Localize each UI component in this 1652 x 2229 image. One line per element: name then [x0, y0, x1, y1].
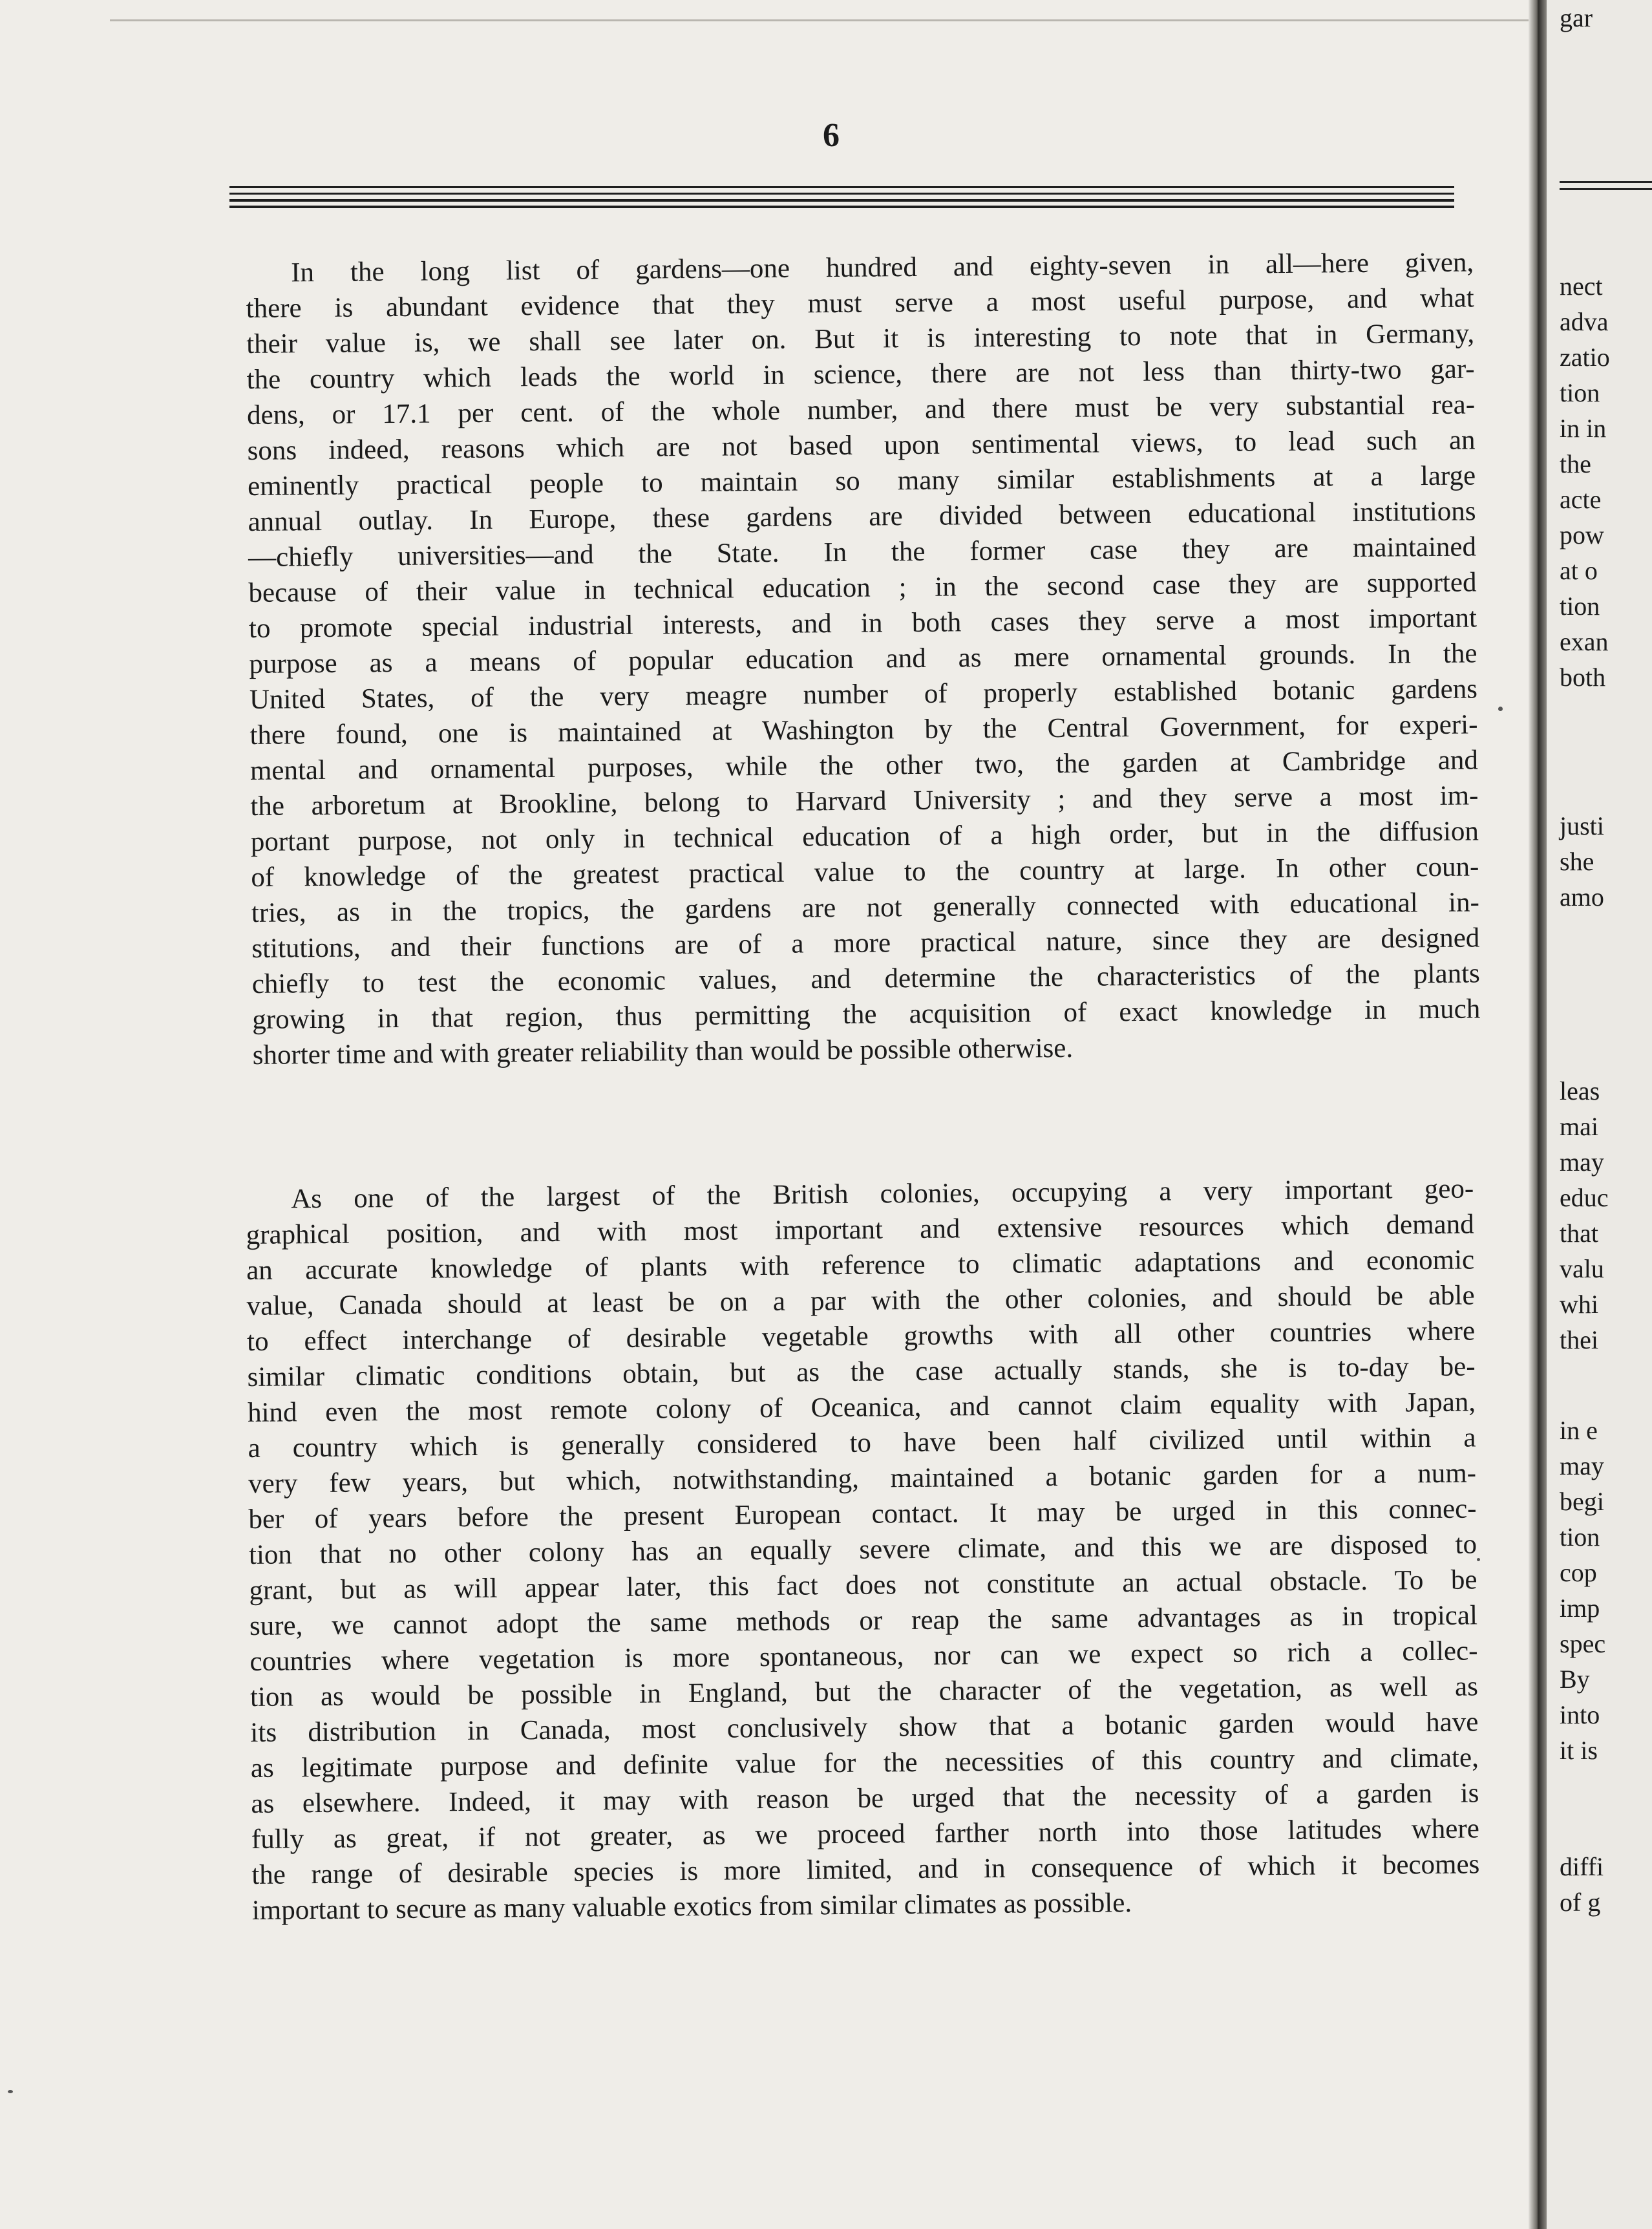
text-line: stitutions, and their functions are of a more practical nature, since they are designed — [251, 923, 1480, 964]
adjacent-text-fragment: tion — [1560, 1522, 1600, 1552]
adjacent-text-fragment: in e — [1560, 1416, 1598, 1445]
adjacent-text-fragment: tion — [1560, 592, 1600, 621]
adjacent-text-fragment: in in — [1560, 414, 1607, 443]
text-line: graphical position, and with most important and extensive resources which demand — [246, 1209, 1474, 1250]
text-line: eminently practical people to maintain so many similar establishments at a large — [247, 460, 1476, 502]
page-top-edge — [110, 0, 1532, 21]
text-line: countries where vegetation is more spontaneous, nor can we expect so rich a collec- — [249, 1636, 1478, 1677]
paragraph-gardens-list — [246, 244, 1481, 1073]
adjacent-text-fragment: may — [1560, 1451, 1604, 1480]
adjacent-text-fragment: whi — [1560, 1290, 1598, 1319]
text-line: tries, as in the tropics, the gardens are not generally connected with educational in- — [251, 887, 1480, 928]
adjacent-text-fragment: of g — [1560, 1888, 1601, 1917]
text-line: similar climatic conditions obtain, but as the case actually stands, she is to-day be- — [247, 1351, 1476, 1392]
text-line: ber of years before the present European contact. It may be urged in this connec- — [248, 1493, 1477, 1535]
adjacent-text-fragment: begi — [1560, 1487, 1604, 1516]
adjacent-text-fragment: spec — [1560, 1629, 1606, 1658]
adjacent-text-fragment: gar — [1560, 3, 1593, 32]
text-line: as legitimate purpose and definite value for the necessities of this country and climate, — [250, 1742, 1479, 1784]
adjacent-text-fragment: zatio — [1560, 343, 1610, 372]
ink-speck — [8, 2090, 13, 2093]
text-line: to promote special industrial interests, and in both cases they serve a most important — [248, 603, 1477, 644]
text-line: mental and ornamental purposes, while the other two, the garden at Cambridge and — [249, 745, 1479, 786]
text-line: tion as would be possible in England, but the character of the vegetation, as well as — [249, 1671, 1479, 1712]
adjacent-text-fragment: imp — [1560, 1594, 1600, 1623]
text-line: the arboretum at Brookline, belong to Harvard University ; and they serve a most im- — [250, 780, 1479, 822]
header-rule — [229, 186, 1454, 188]
text-line: shorter time and with greater reliability than would be possible otherwise. — [252, 1032, 1074, 1071]
ink-speck — [1477, 1558, 1480, 1561]
text-line: fully as great, if not greater, as we proceed farther north into those latitudes where — [251, 1813, 1480, 1855]
text-line: growing in that region, thus permitting the acquisition of exact knowledge in much — [252, 994, 1481, 1035]
text-line: dens, or 17.1 per cent. of the whole number, and there must be very substantial rea- — [246, 389, 1476, 431]
text-line: a country which is generally considered to have been half civilized until within a — [248, 1422, 1476, 1464]
header-rule — [229, 206, 1454, 208]
text-line: annual outlay. In Europe, these gardens are divided between educational institutions — [248, 496, 1476, 537]
adjacent-text-fragment: valu — [1560, 1254, 1604, 1283]
text-line: sure, we cannot adopt the same methods or reap the same advantages as in tropical — [249, 1600, 1478, 1641]
adjacent-text-fragment: at o — [1560, 556, 1598, 585]
adjacent-text-fragment: diffi — [1560, 1852, 1604, 1881]
text-line: important to secure as many valuable exotics from similar climates as possible. — [251, 1888, 1132, 1926]
adjacent-text-fragment: By — [1560, 1665, 1590, 1694]
text-line: the range of desirable species is more limited, and in consequence of which it becomes — [251, 1849, 1480, 1890]
adjacent-text-fragment: mai — [1560, 1112, 1598, 1141]
header-rule — [229, 193, 1454, 195]
text-line: chiefly to test the economic values, and determine the characteristics of the plants — [251, 958, 1480, 999]
text-line: United States, of the very meagre number of properly established botanic gardens — [249, 674, 1478, 715]
adjacent-text-fragment: exan — [1560, 627, 1609, 656]
adjacent-text-fragment: cop — [1560, 1558, 1597, 1587]
text-line: because of their value in technical education ; in the second case they are supported — [248, 567, 1477, 608]
book-gutter — [1529, 0, 1547, 2229]
text-line: purpose as a means of popular education and as mere ornamental grounds. In the — [249, 638, 1477, 679]
text-line: of knowledge of the greatest practical value to the country at large. In other coun- — [251, 851, 1479, 893]
text-line: grant, but as will appear later, this fact does not constitute an actual obstacle. To be — [249, 1564, 1477, 1606]
text-line: —chiefly universities—and the State. In the former case they are maintained — [248, 531, 1477, 573]
text-line: their value is, we shall see later on. But it is interesting to note that in Germany, — [246, 318, 1475, 359]
text-line: the country which leads the world in science, there are not less than thirty-two gar- — [246, 354, 1475, 395]
text-line: tion that no other colony has an equally severe climate, and this we are disposed to — [248, 1529, 1477, 1570]
page-number: 6 — [823, 117, 840, 154]
adjacent-text-fragment: nect — [1560, 272, 1603, 301]
text-line: to effect interchange of desirable vegetable growths with all other countries where — [246, 1316, 1476, 1357]
adjacent-text-fragment: both — [1560, 663, 1606, 692]
adjacent-text-fragment: leas — [1560, 1076, 1600, 1105]
adjacent-text-fragment: amo — [1560, 882, 1604, 912]
adjacent-text-fragment: tion — [1560, 378, 1600, 407]
adjacent-text-fragment: adva — [1560, 307, 1609, 336]
adjacent-page — [1547, 0, 1652, 2229]
adjacent-text-fragment: justi — [1560, 811, 1604, 840]
adjacent-text-fragment: it is — [1560, 1736, 1598, 1765]
text-line: In the long list of gardens—one hundred and eighty-seven in all—here given, — [291, 247, 1474, 288]
adjacent-text-fragment: into — [1560, 1700, 1600, 1729]
text-line: hind even the most remote colony of Oceanica, and cannot claim equality with Japan, — [247, 1387, 1476, 1428]
adjacent-text-fragment: she — [1560, 847, 1594, 876]
paragraph-canada-colonies — [246, 1171, 1480, 1928]
text-line: very few years, but which, notwithstanding, maintained a botanic garden for a num- — [248, 1458, 1477, 1499]
text-line: value, Canada should at least be on a par with the other colonies, and should be able — [246, 1280, 1475, 1321]
adjacent-text-fragment: that — [1560, 1219, 1598, 1248]
adjacent-text-fragment: may — [1560, 1147, 1604, 1177]
adjacent-header-rule — [1560, 181, 1652, 190]
text-line: sons indeed, reasons which are not based upon sentimental views, to lead such an — [247, 425, 1476, 466]
adjacent-text-fragment: the — [1560, 449, 1591, 478]
adjacent-text-fragment: acte — [1560, 485, 1602, 514]
ink-speck — [1498, 707, 1503, 711]
text-line: there found, one is maintained at Washington by the Central Government, for experi- — [249, 709, 1478, 751]
text-line: as elsewhere. Indeed, it may with reason be urged that the necessity of a garden is — [251, 1778, 1479, 1819]
text-line: portant purpose, not only in technical education of a high order, but in the diffusion — [250, 816, 1479, 857]
adjacent-text-fragment: educ — [1560, 1183, 1609, 1212]
adjacent-text-fragment: pow — [1560, 520, 1604, 549]
text-line: an accurate knowledge of plants with reference to climatic adaptations and economic — [246, 1244, 1475, 1286]
text-line: there is abundant evidence that they must serve a most useful purpose, and what — [246, 283, 1474, 324]
text-line: its distribution in Canada, most conclusively show that a botanic garden would have — [250, 1707, 1479, 1748]
header-rule — [229, 199, 1454, 202]
adjacent-text-fragment: thei — [1560, 1325, 1598, 1354]
text-line: As one of the largest of the British colonies, occupying a very important geo- — [291, 1173, 1474, 1215]
